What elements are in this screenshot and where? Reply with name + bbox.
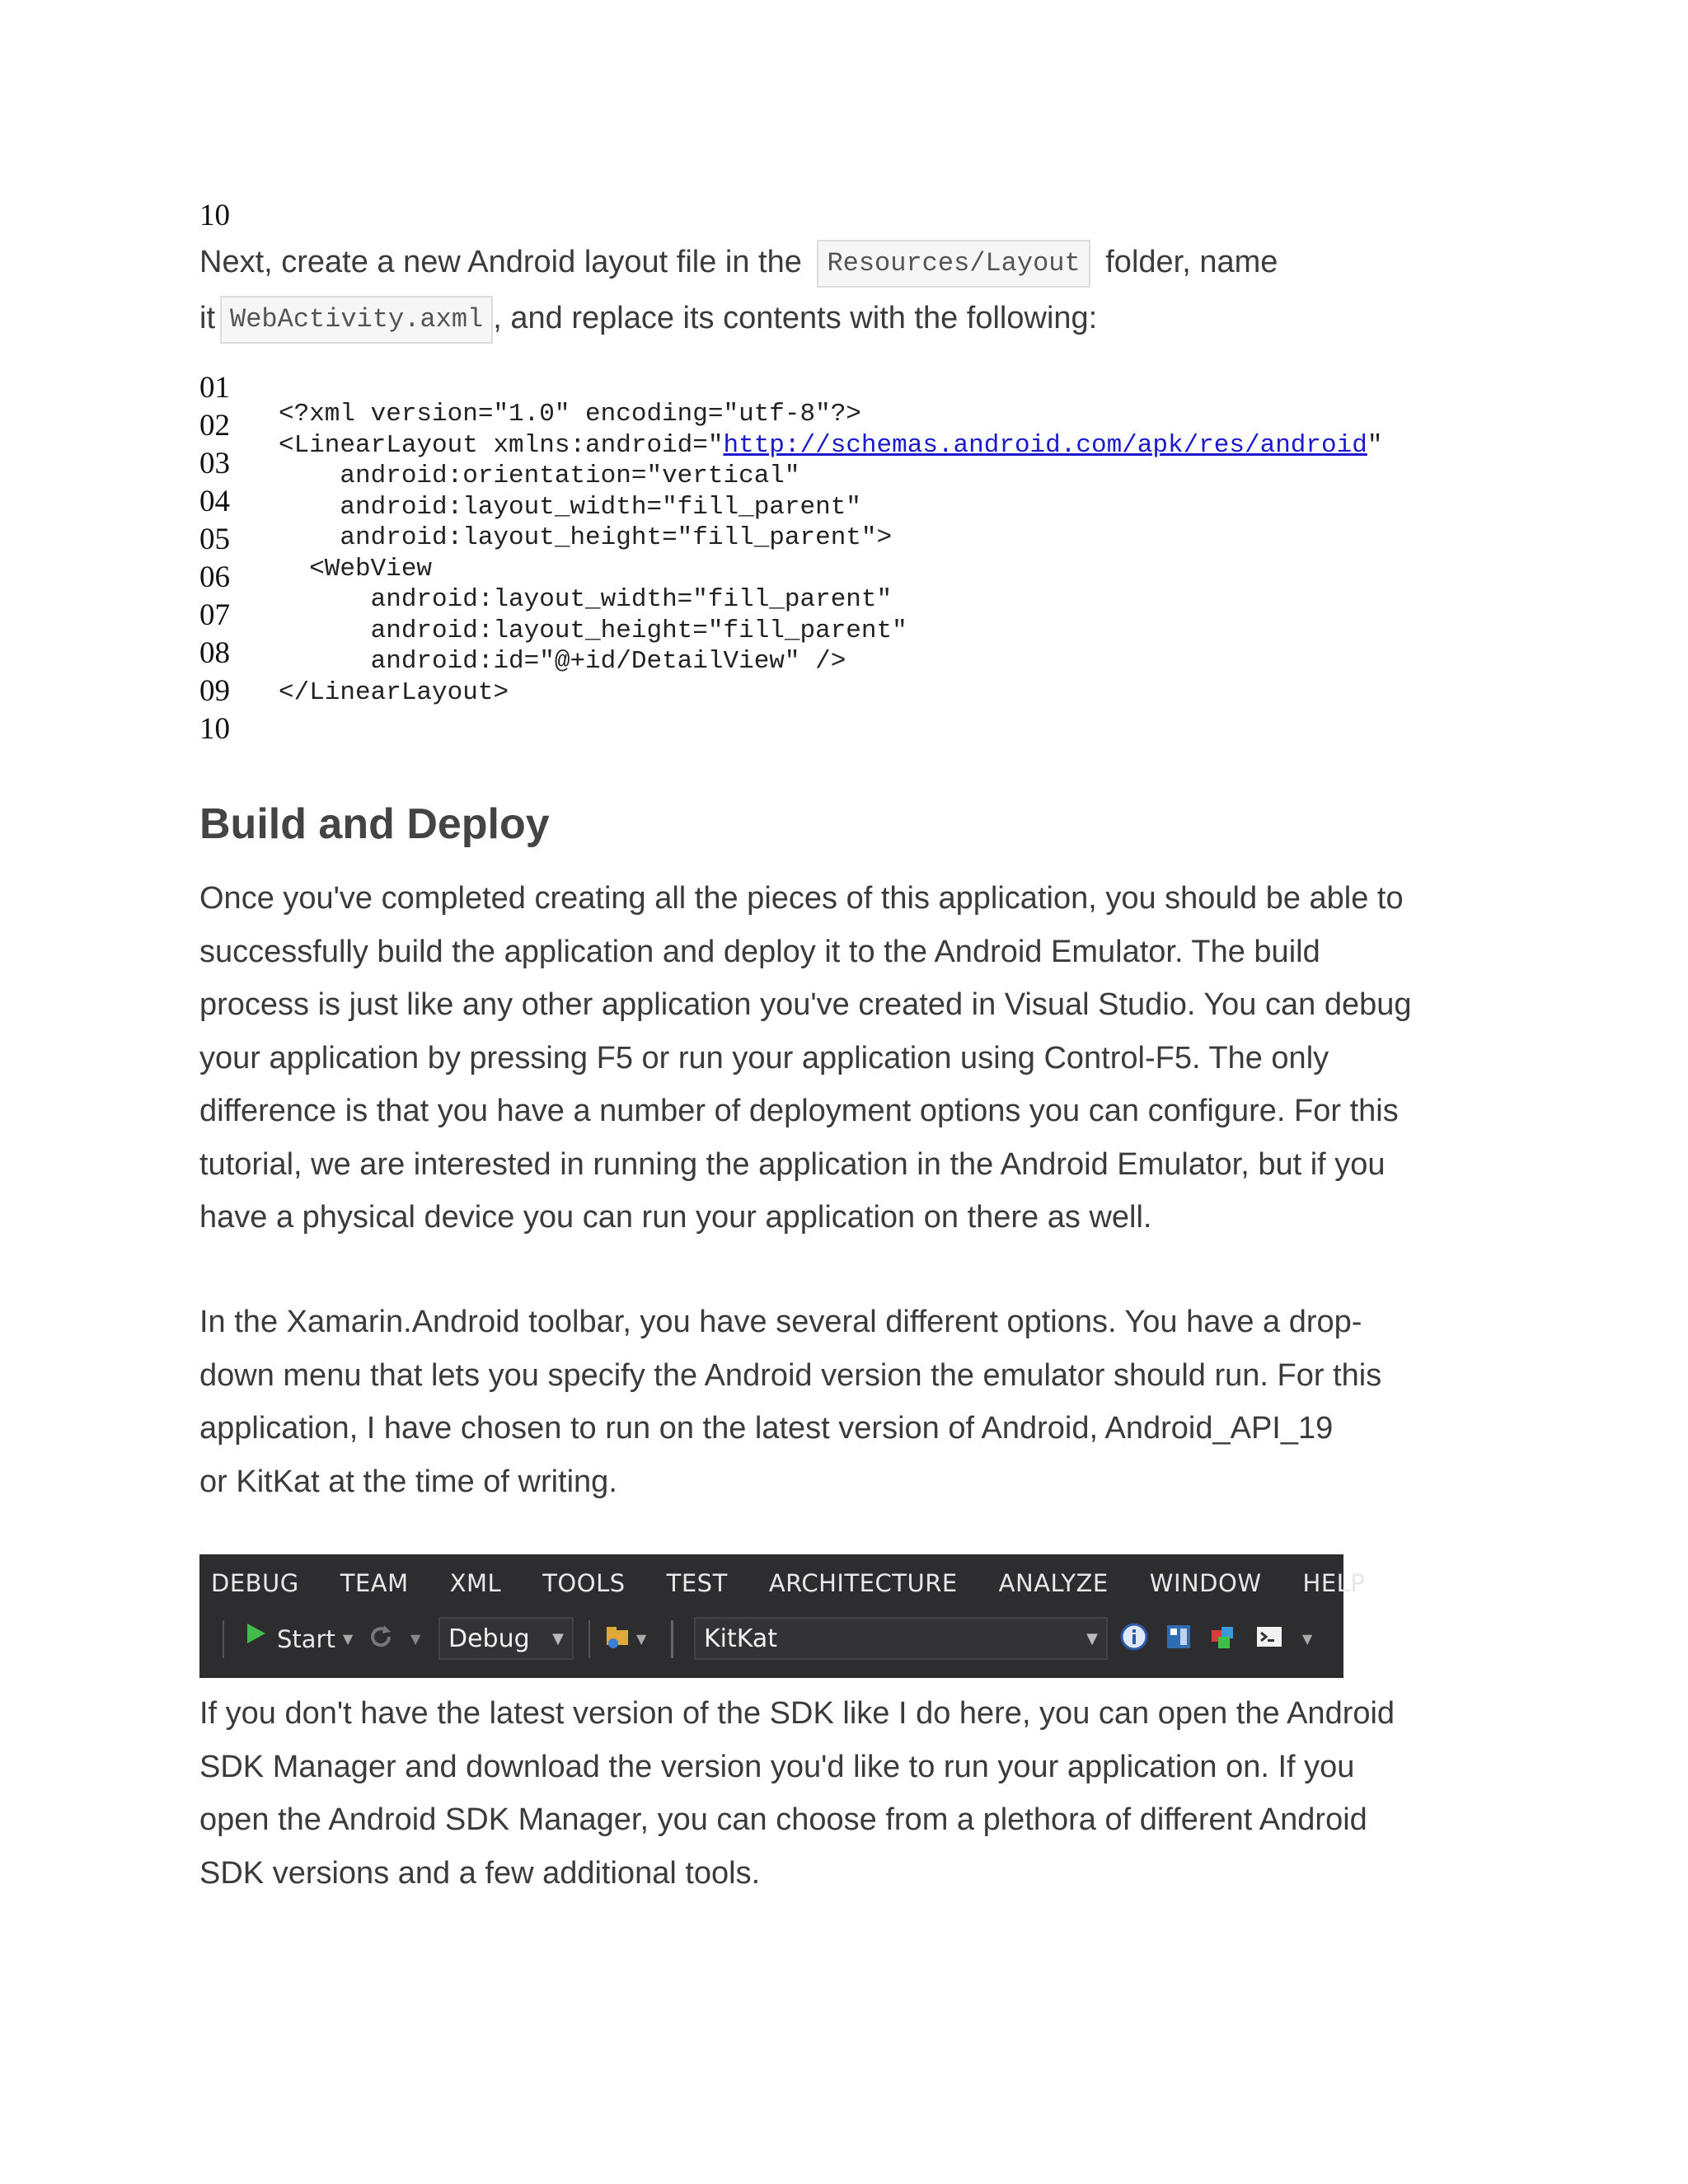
toolbar-grip[interactable] [671, 1620, 673, 1658]
line-number: 06 [199, 560, 230, 594]
refresh-dropdown-caret-icon[interactable]: ▼ [410, 1631, 421, 1647]
paragraph-line: In the Xamarin.Android toolbar, you have several different options. You have a drop- [199, 1305, 1362, 1339]
menu-item-architecture[interactable]: ARCHITECTURE [768, 1569, 958, 1597]
device-value: KitKat [704, 1624, 778, 1653]
toolbar-separator [588, 1620, 590, 1658]
start-label: Start [277, 1625, 335, 1653]
code-line [279, 430, 1382, 462]
code-line: <?xml version="1.0" encoding="utf-8"?> [279, 400, 861, 429]
intro-line-1 [199, 234, 1485, 290]
menu-item-team[interactable]: TEAM [340, 1569, 409, 1597]
paragraph-line: tutorial, we are interested in running the application in the Android Emulator, but if you [199, 1146, 1386, 1182]
play-icon [241, 1619, 270, 1648]
info-icon[interactable] [1119, 1622, 1149, 1652]
visual-studio-toolbar-screenshot [199, 1554, 1366, 1678]
menu-item-debug[interactable]: DEBUG [211, 1569, 299, 1597]
line-number: 07 [199, 598, 230, 632]
section-heading: Build and Deploy [199, 800, 550, 848]
menu-item-test[interactable]: TEST [666, 1569, 728, 1597]
paragraph-line: SDK versions and a few additional tools. [199, 1855, 761, 1891]
line-number: 10 [199, 712, 230, 746]
paragraph-toolbar [199, 1296, 1485, 1508]
chevron-down-icon: ▼ [1086, 1630, 1098, 1647]
menu-item-tools[interactable]: TOOLS [542, 1569, 626, 1597]
sdk-manager-icon[interactable] [1208, 1622, 1238, 1652]
intro-paragraph [199, 234, 1485, 346]
paragraph-sdk-manager [199, 1687, 1485, 1900]
paragraph-line: If you don't have the latest version of the SDK like I do here, you can open the Android [199, 1696, 1395, 1731]
intro-text: , and replace its contents with the following: [493, 301, 1098, 335]
configuration-value: Debug [448, 1624, 530, 1653]
paragraph-line: down menu that lets you specify the Android version the emulator should run. For this [199, 1357, 1382, 1393]
paragraph-line: Once you've completed creating all the pieces of this application, you should be able to [199, 881, 1404, 916]
line-number: 03 [199, 447, 230, 480]
chevron-down-icon: ▼ [552, 1630, 564, 1647]
folder-icon[interactable] [603, 1622, 633, 1652]
menu-item-window[interactable]: WINDOW [1149, 1569, 1262, 1597]
menu-item-help[interactable]: HELP [1302, 1569, 1366, 1597]
page-number-label: 10 [199, 199, 230, 232]
menu-item-xml[interactable]: XML [449, 1569, 502, 1597]
start-dropdown-caret-icon: ▼ [343, 1631, 354, 1647]
code-line: </LinearLayout> [279, 677, 509, 707]
paragraph-line: difference is that you have a number of deployment options you can configure. For this [199, 1094, 1399, 1128]
paragraph-line: open the Android SDK Manager, you can choose from a plethora of different Android [199, 1802, 1367, 1837]
code-line: android:layout_width="fill_parent" [279, 585, 893, 614]
configuration-dropdown[interactable] [438, 1617, 574, 1660]
code-line: android:layout_height="fill_parent" [279, 616, 907, 645]
overflow-caret-icon[interactable]: ▼ [636, 1631, 647, 1647]
code-segment: " [1367, 430, 1383, 460]
menu-item-analyze[interactable]: ANALYZE [998, 1569, 1109, 1597]
code-line: <WebView [279, 554, 433, 583]
device-manager-icon[interactable] [1164, 1622, 1193, 1652]
intro-text: Next, create a new Android layout file in the [199, 245, 802, 279]
line-number: 04 [199, 485, 230, 518]
paragraph-line: SDK Manager and download the version you'd like to run your application on. If you [199, 1749, 1355, 1784]
refresh-icon[interactable] [366, 1622, 396, 1652]
inline-code-filename: WebActivity.axml [220, 296, 493, 344]
paragraph-line: your application by pressing F5 or run your application using Control-F5. The only [199, 1040, 1329, 1076]
paragraph-line: application, I have chosen to run on the latest version of Android, Android_API_19 [199, 1411, 1334, 1446]
paragraph-build-deploy [199, 872, 1485, 1244]
line-number: 09 [199, 674, 230, 708]
line-number: 01 [199, 371, 230, 405]
intro-text: it [199, 301, 215, 335]
intro-text: folder, name [1105, 245, 1278, 279]
code-line: android:id="@+id/DetailView" /> [279, 647, 846, 676]
line-number: 05 [199, 523, 230, 556]
code-line: android:layout_width="fill_parent" [279, 492, 861, 522]
paragraph-line: process is just like any other application you've created in Visual Studio. You can debug [199, 987, 1412, 1022]
overflow-caret-icon[interactable]: ▼ [1302, 1631, 1313, 1647]
line-number: 02 [199, 409, 230, 443]
device-dropdown[interactable] [694, 1617, 1108, 1660]
schema-link[interactable]: http://schemas.android.com/apk/res/android [723, 430, 1367, 460]
menu-bar [211, 1569, 1406, 1602]
code-block [199, 369, 1485, 748]
paragraph-line: or KitKat at the time of writing. [199, 1464, 617, 1499]
start-button[interactable] [241, 1619, 373, 1660]
code-segment: <LinearLayout xmlns:android=" [279, 430, 724, 460]
paragraph-line: successfully build the application and deploy it to the Android Emulator. The build [199, 934, 1320, 969]
toolbar-separator [223, 1620, 224, 1658]
terminal-icon[interactable] [1254, 1622, 1284, 1652]
paragraph-line: have a physical device you can run your application on there as well. [199, 1200, 1152, 1235]
inline-code-folder: Resources/Layout [817, 240, 1090, 288]
code-line: android:layout_height="fill_parent"> [279, 523, 893, 552]
line-number: 08 [199, 636, 230, 670]
code-line-numbers [199, 369, 265, 748]
code-line: android:orientation="vertical" [279, 462, 800, 490]
intro-line-2 [199, 290, 1485, 346]
code-text [279, 399, 1382, 708]
standard-toolbar [199, 1610, 1343, 1670]
